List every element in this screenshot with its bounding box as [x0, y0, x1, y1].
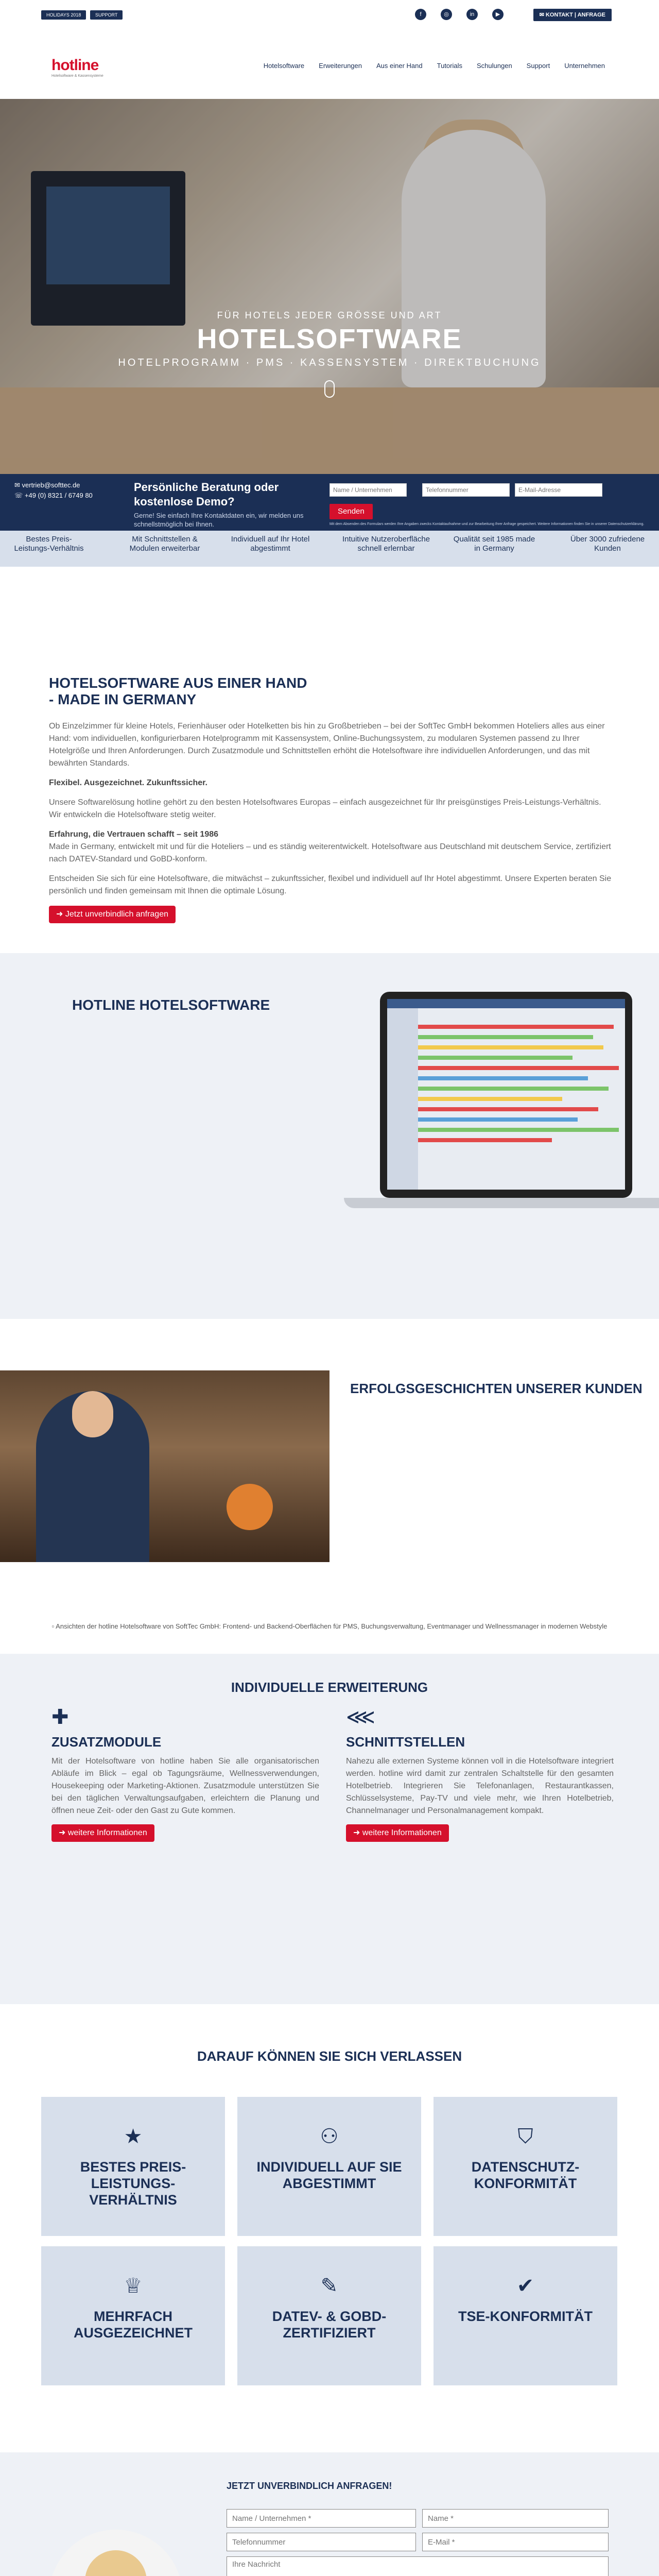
intro-title: HOTELSOFTWARE AUS EINER HAND — [49, 675, 307, 691]
reason-title: DATENSCHUTZ- KONFORMITÄT — [471, 2159, 580, 2191]
usp-item: Mit Schnittstellen & Modulen erweiterbar — [129, 535, 200, 553]
request-button-label: Jetzt unverbindlich anfragen — [65, 910, 168, 919]
app-row — [418, 1128, 619, 1132]
logo-subtitle: Hotelsoftware & Kassensysteme — [51, 74, 103, 78]
phone-icon: ☏ — [14, 492, 25, 499]
success-section — [0, 1319, 659, 1654]
demo-description: Gerne! Sie einfach Ihre Kontaktdaten ein, wir melden uns schnellstmöglich bei Ihnen. — [134, 512, 304, 528]
demo-name-input[interactable] — [330, 483, 407, 497]
app-row — [418, 1035, 593, 1039]
usp-item: Qualität seit 1985 made in Germany — [453, 535, 535, 553]
success-title: ERFOLGSGESCHICHTEN UNSERER KUNDEN — [350, 1381, 643, 1396]
phone-input[interactable] — [227, 2533, 416, 2551]
app-sidebar — [387, 1008, 418, 1190]
intro-subheading: Erfahrung, die Vertrauen schafft – seit 1986 — [49, 830, 219, 839]
app-row — [418, 1097, 562, 1101]
intro-paragraph: Unsere Softwarelösung hotline gehört zu den besten Hotelsoftwares Europas – einfach ausgezeichnet für Ihr preisgünstiges Preis-Leistungs-Verhältnis. Wir entwickeln die Hotelsoftware stetig weiter. — [49, 798, 601, 819]
demo-title: Persönliche Beratung oder kostenlose Demo? — [134, 481, 279, 508]
contact-info — [14, 480, 93, 501]
reason-title: BESTES PREIS- LEISTUNGS- VERHÄLTNIS — [80, 2159, 186, 2208]
trophy-icon: ♕ — [124, 2275, 143, 2297]
hero-kicker: FÜR HOTELS JEDER GRÖSSE UND ART — [217, 310, 442, 320]
intro-section — [0, 567, 659, 953]
intro-subheading: Flexibel. Ausgezeichnet. Zukunftssicher. — [49, 778, 207, 787]
arrow-icon: ➜ — [56, 910, 65, 919]
addons-text: Mit der Hotelsoftware von hotline haben Sie alle organisatorischen Abläufe im Blick – egal ob Tagungsräume, Wellnessverwendungen, Housekeeping oder Marketing-Aktionen. Zusatzmodule unterstützen Sie bei den täglichen Verwaltungsaufgaben, erleichtern die Planung und öffnen neue Zeit- oder den Gast zu Gute kommen. — [51, 1757, 319, 1815]
reason-card — [41, 2246, 225, 2385]
cta-title: JETZT UNVERBINDLICH ANFRAGEN! — [227, 2481, 392, 2491]
hero-overlay — [0, 99, 659, 474]
reasons-section — [0, 2004, 659, 2452]
reason-title: DATEV- & GOBD- ZERTIFIZIERT — [272, 2309, 387, 2341]
scroll-mouse-icon[interactable] — [324, 380, 335, 398]
reason-card — [41, 2097, 225, 2236]
hero-title: HOTELSOFTWARE — [197, 324, 462, 354]
intro-paragraph: Entscheiden Sie sich für eine Hotelsoftware, die mitwächst – zukunftssicher, flexibel und individuell auf Ihr Hotel abgestimmt. Unsere Experten beraten Sie persönlich und finden gemeinsam mit Ihnen die optimale Lösung. — [49, 874, 612, 895]
nav-item-hotelsoftware[interactable]: Hotelsoftware — [263, 62, 305, 70]
holidays-button[interactable]: HOLIDAYS 2018 — [41, 10, 86, 20]
intro-content — [49, 675, 613, 923]
interfaces-title: SCHNITTSTELLEN — [346, 1734, 465, 1750]
demo-email-input[interactable] — [515, 483, 602, 497]
intro-title-2: - MADE IN GERMANY — [49, 691, 197, 707]
usp-bar — [0, 531, 659, 567]
support-button[interactable]: SUPPORT — [90, 10, 123, 20]
email-input[interactable] — [422, 2533, 609, 2551]
contact-form-section — [0, 2452, 659, 2576]
fireplace-shape — [227, 1484, 273, 1530]
reason-title: MEHRFACH AUSGEZEICHNET — [73, 2309, 193, 2341]
nav-item-schulungen[interactable]: Schulungen — [477, 62, 512, 70]
reason-card — [237, 2097, 421, 2236]
phone-link[interactable]: +49 (0) 8321 / 6749 80 — [24, 492, 93, 499]
hotelsoftware-title: HOTLINE HOTELSOFTWARE — [72, 997, 270, 1013]
reason-card — [433, 2246, 617, 2385]
mail-icon: ✉ — [539, 12, 546, 18]
extensions-title: INDIVIDUELLE ERWEITERUNG — [231, 1680, 428, 1695]
menu — [264, 62, 605, 70]
hotelsoftware-section — [0, 953, 659, 1319]
usp-item: Über 3000 zufriedene Kunden — [570, 535, 645, 553]
mail-icon: ✉ — [14, 481, 22, 489]
logo[interactable] — [51, 57, 124, 78]
demo-privacy-note: Mit dem Absenden des Formulars werden Ihre Angaben zwecks Kontaktaufnahme und zur Bearbeitung Ihrer Anfrage gespeichert. Weitere Informationen finden Sie in unserer Datenschutzerklärung. — [330, 522, 645, 526]
reason-card — [433, 2097, 617, 2236]
face-shape — [72, 1391, 113, 1437]
success-image-wrap — [0, 1370, 330, 1562]
instagram-icon[interactable]: ◎ — [441, 9, 452, 20]
interfaces-card — [346, 1705, 614, 1842]
demo-phone-input[interactable] — [422, 483, 510, 497]
name-input[interactable] — [422, 2509, 609, 2528]
more-label: weitere Informationen — [67, 1828, 147, 1837]
main-navigation — [0, 31, 659, 99]
customer-portrait-image — [0, 1370, 330, 1562]
arrow-icon: ➜ — [353, 1828, 362, 1837]
app-row — [418, 1076, 588, 1080]
nav-item-tutorials[interactable]: Tutorials — [437, 62, 462, 70]
usp-item: Bestes Preis-Leistungs-Verhältnis — [14, 535, 84, 553]
reasons-title: DARAUF KÖNNEN SIE SICH VERLASSEN — [197, 2048, 462, 2064]
addons-more-button[interactable] — [51, 1824, 154, 1842]
app-titlebar — [387, 999, 625, 1008]
hero-text — [0, 310, 659, 398]
reason-title: INDIVIDUELL AUF SIE ABGESTIMMT — [256, 2159, 402, 2191]
nav-item-erweiterungen[interactable]: Erweiterungen — [319, 62, 362, 70]
usp-item: Intuitive Nutzeroberfläche schnell erlernbar — [342, 535, 430, 553]
request-button[interactable] — [49, 906, 176, 923]
more-label: weitere Informationen — [362, 1828, 442, 1837]
nav-item-unternehmen[interactable]: Unternehmen — [564, 62, 605, 70]
app-row — [418, 1107, 598, 1111]
screenshot-caption — [0, 1622, 659, 1631]
app-row — [418, 1056, 573, 1060]
laptop-screen — [380, 992, 632, 1198]
addons-title: ZUSATZMODULE — [51, 1734, 162, 1750]
facebook-icon[interactable]: f — [415, 9, 426, 20]
demo-request-bar — [0, 474, 659, 531]
arrow-icon: ➜ — [59, 1828, 68, 1837]
hero-subtitle: HOTELPROGRAMM · PMS · KASSENSYSTEM · DIREKTBUCHUNG — [118, 357, 541, 368]
app-row — [418, 1117, 578, 1122]
certificate-icon: ✎ — [320, 2275, 338, 2297]
contact-button[interactable] — [533, 9, 612, 21]
message-textarea[interactable] — [227, 2556, 609, 2576]
logo-text: hotline — [51, 57, 99, 74]
app-row — [418, 1066, 619, 1070]
addons-card — [51, 1705, 319, 1842]
broken-image-icon: ▫ — [51, 1622, 56, 1630]
app-row — [418, 1087, 609, 1091]
top-bar — [0, 0, 659, 31]
shield-icon: ⛉ — [517, 2125, 533, 2148]
share-icon: ⋘ — [346, 1706, 375, 1728]
interfaces-more-button[interactable] — [346, 1824, 449, 1842]
demo-send-button[interactable]: Senden — [330, 504, 373, 519]
reasons-grid — [41, 2097, 618, 2385]
reason-card — [237, 2246, 421, 2385]
app-row — [418, 1025, 614, 1029]
extensions-section — [0, 1654, 659, 2004]
company-input[interactable] — [227, 2509, 416, 2528]
nav-item-aus-einer-hand[interactable]: Aus einer Hand — [376, 62, 423, 70]
email-link[interactable]: vertrieb@softtec.de — [22, 481, 80, 489]
reason-title: TSE-KONFORMITÄT — [458, 2309, 593, 2324]
laptop-display — [387, 999, 625, 1190]
caption-text: Ansichten der hotline Hotelsoftware von SoftTec GmbH: Frontend- und Backend-Oberflächen für PMS, Buchungsverwaltung, Eventmanager und Wellnessmanager in modernen Webstyle — [56, 1622, 608, 1630]
hero — [0, 99, 659, 474]
contact-label: KONTAKT | ANFRAGE — [545, 12, 605, 18]
interfaces-text: Nahezu alle externen Systeme können voll in die Hotelsoftware integriert werden. hotline wird damit zur zentralen Schaltstelle für den gesamten Hotelbetrieb. Integrieren Sie Telefonanlagen, Restaurantkassen, Schlüsselsysteme, Pay-TV und viele mehr, wie Ihren Hotelbetrieb, Channelmanager und Personalmanagement kompakt. — [346, 1757, 614, 1815]
intro-paragraph: Ob Einzelzimmer für kleine Hotels, Ferienhäuser oder Hotelketten bis hin zu Großbetrieben – bei der SoftTec GmbH bekommen Hoteliers alles aus einer Hand: vom individuellen, konfigurierbaren Hotelprogramm mit Kassensystem, Online-Buchungssystem, zu modularen Systemen passend zu Ihrer Hotelgröße und Ihren Anforderungen. Durch Zusatzmodule und Schnittstellen erhöht die Hotelsoftware ihre individuellen Anforderungen, und das mit bewährten Standards. — [49, 722, 605, 768]
usp-item: Individuell auf Ihr Hotel abgestimmt — [231, 535, 310, 553]
check-circle-icon: ✔ — [516, 2275, 534, 2297]
app-row — [418, 1045, 603, 1049]
photo-hair — [85, 2550, 147, 2576]
plus-icon: ✚ — [51, 1706, 69, 1728]
app-row — [418, 1138, 552, 1142]
contact-photo — [49, 2530, 183, 2576]
linkedin-icon[interactable]: in — [466, 9, 478, 20]
nav-item-support[interactable]: Support — [526, 62, 550, 70]
users-icon: ⚇ — [320, 2125, 339, 2148]
intro-paragraph: Made in Germany, entwickelt mit und für die Hoteliers – und es ständig weiterentwickelt. Hotelsoftware aus Deutschland mit deutschem Service, zertifiziert nach DATEV-Standard und GoBD-konform. — [49, 842, 611, 863]
laptop-screenshot-image — [344, 992, 659, 1234]
youtube-icon[interactable]: ▶ — [492, 9, 504, 20]
star-icon: ★ — [124, 2125, 143, 2148]
laptop-base — [344, 1198, 659, 1208]
